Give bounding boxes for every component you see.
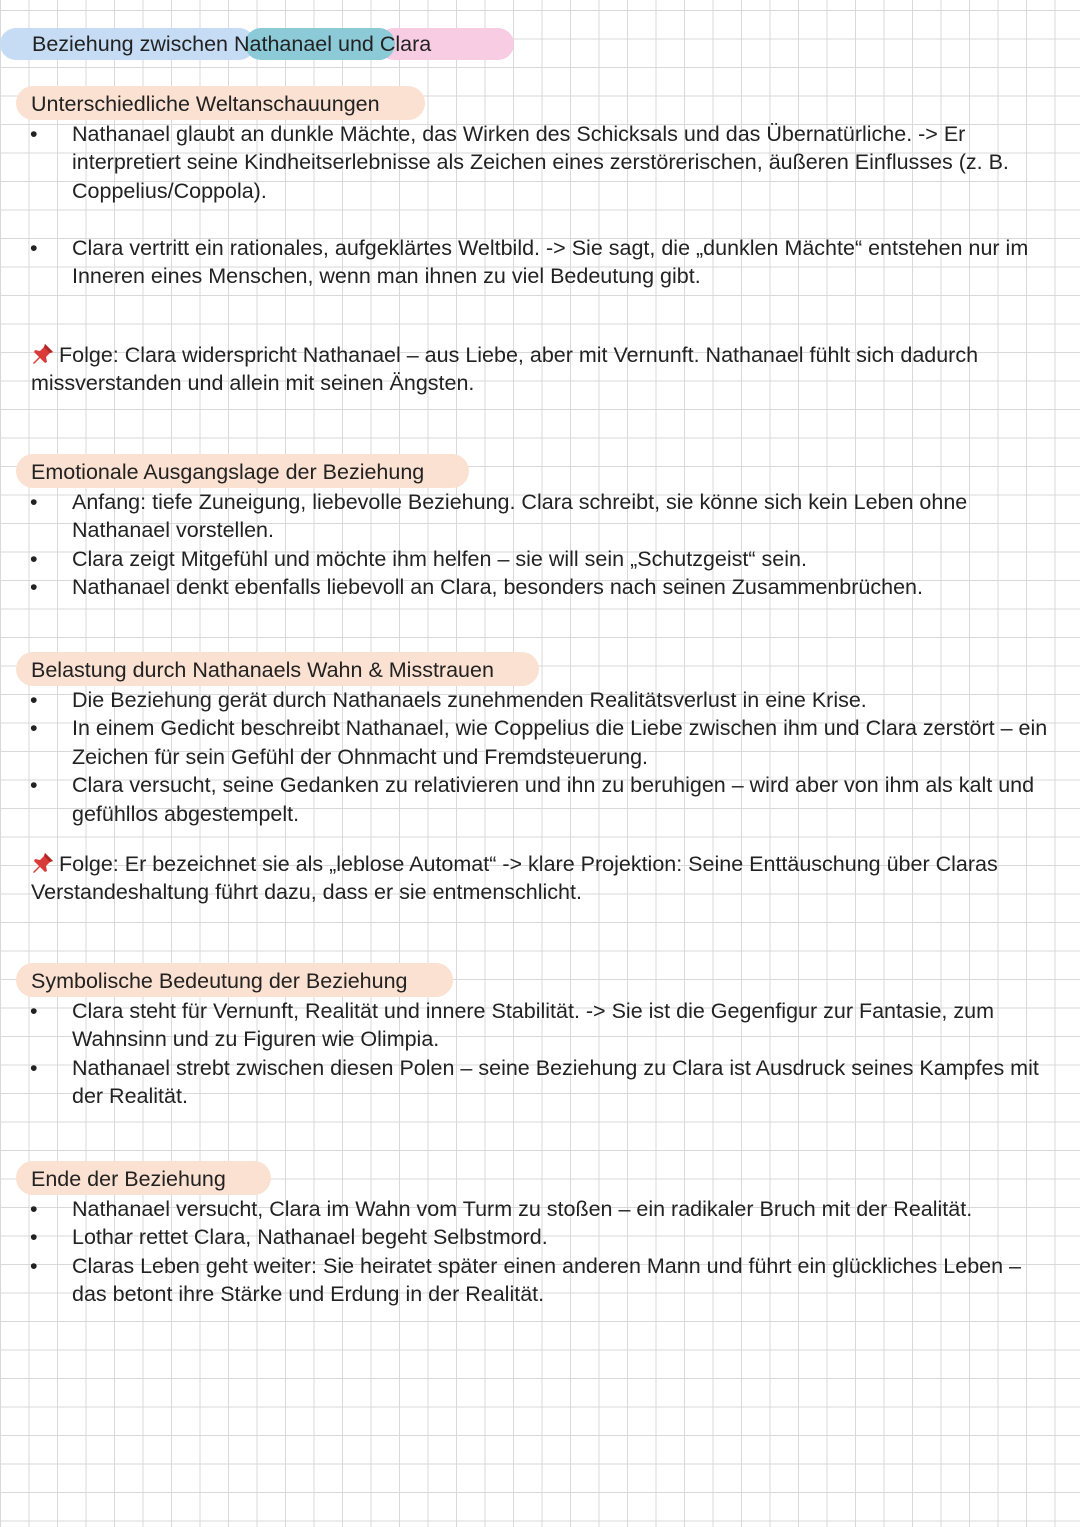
bullet-list — [0, 120, 1080, 205]
section-belastung — [0, 652, 1080, 828]
list-item: • Nathanael denkt ebenfalls liebevoll an Clara, besonders nach seinen Zusammenbrüchen. — [0, 573, 1080, 601]
list-item: • Lothar rettet Clara, Nathanael begeht Selbstmord. — [0, 1223, 1080, 1251]
list-item: • Clara steht für Vernunft, Realität und innere Stabilität. -> Sie ist die Gegenfigur zur Fantasie, zum Wahnsinn und zu Figuren wie Olimpia. — [0, 997, 1080, 1054]
list-item: • Die Beziehung gerät durch Nathanaels zunehmenden Realitätsverlust in eine Krise. — [0, 686, 1080, 714]
title-text — [32, 30, 431, 58]
pushpin-icon — [31, 342, 55, 366]
bullet-list — [0, 997, 1080, 1111]
title-part-nathanael: Nathanael — [233, 32, 333, 56]
page-title — [0, 26, 520, 60]
section-heading: Ende der Beziehung — [16, 1161, 271, 1195]
list-item: • Claras Leben geht weiter: Sie heiratet später einen anderen Mann und führt ein glückliches Leben – das betont ihre Stärke und Erdung in der Realität. — [0, 1252, 1080, 1309]
list-item: • Clara vertritt ein rationales, aufgeklärtes Weltbild. -> Sie sagt, die „dunklen Mächte“ entstehen nur im Inneren eines Menschen, wenn man ihnen zu viel Bedeutung gibt. — [0, 234, 1080, 291]
section-emotionale-ausgangslage — [0, 454, 1080, 602]
list-item: • Clara zeigt Mitgefühl und möchte ihm helfen – sie will sein „Schutzgeist“ sein. — [0, 545, 1080, 573]
section-heading: Belastung durch Nathanaels Wahn & Misstrauen — [16, 652, 539, 686]
section-heading: Unterschiedliche Weltanschauungen — [16, 86, 425, 120]
note-folge-1 — [31, 341, 1041, 398]
title-part-und: und — [332, 32, 380, 56]
section-heading: Symbolische Bedeutung der Beziehung — [16, 963, 453, 997]
section-symbolische-bedeutung — [0, 963, 1080, 1111]
list-item: • Clara versucht, seine Gedanken zu relativieren und ihn zu beruhigen – wird aber von ihm als kalt und gefühllos abgestempelt. — [0, 771, 1080, 828]
list-item: • Nathanael strebt zwischen diesen Polen – seine Beziehung zu Clara ist Ausdruck seines Kampfes mit der Realität. — [0, 1054, 1080, 1111]
bullet-list — [0, 234, 1080, 291]
bullet-list — [0, 488, 1080, 602]
section-ende — [0, 1161, 1080, 1309]
bullet-list — [0, 686, 1080, 828]
section-heading: Emotionale Ausgangslage der Beziehung — [16, 454, 469, 488]
list-item: • In einem Gedicht beschreibt Nathanael, wie Coppelius die Liebe zwischen ihm und Clara zerstört – ein Zeichen für sein Gefühl der Ohnmacht und Fremdsteuerung. — [0, 714, 1080, 771]
note-text: Folge: Clara widerspricht Nathanael – aus Liebe, aber mit Vernunft. Nathanael fühlt sich dadurch missverstanden und allein mit seinen Ängsten. — [31, 343, 979, 396]
list-item: • Nathanael versucht, Clara im Wahn vom Turm zu stoßen – ein radikaler Bruch mit der Realität. — [0, 1195, 1080, 1223]
list-item: • Nathanael glaubt an dunkle Mächte, das Wirken des Schicksals und das Übernatürliche. -> Er interpretiert seine Kindheitserlebnisse als Zeichen eines zerstörerischen, äußeren Einflusses (z. B. Coppelius/Coppola). — [0, 120, 1080, 205]
note-folge-2 — [31, 850, 1041, 907]
bullet-list — [0, 1195, 1080, 1309]
pushpin-icon — [31, 851, 55, 875]
section-weltanschauungen — [0, 86, 1080, 290]
note-text: Folge: Er bezeichnet sie als „leblose Automat“ -> klare Projektion: Seine Enttäuschung über Claras Verstandeshaltung führt dazu, dass er sie entmenschlicht. — [31, 852, 998, 905]
title-part-1: Beziehung zwischen — [32, 32, 234, 56]
title-part-clara: Clara — [379, 32, 432, 56]
list-item: • Anfang: tiefe Zuneigung, liebevolle Beziehung. Clara schreibt, sie könne sich kein Leben ohne Nathanael vorstellen. — [0, 488, 1080, 545]
